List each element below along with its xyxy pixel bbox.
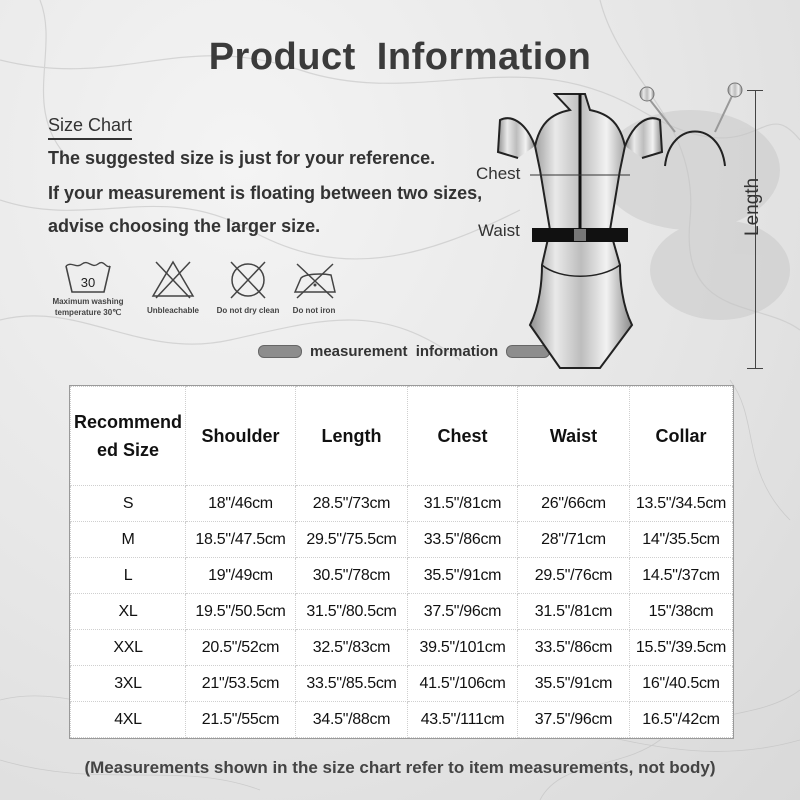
footer-note: (Measurements shown in the size chart refer to item measurements, not body) (84, 758, 716, 777)
column-header: Shoulder (186, 387, 296, 486)
table-cell: 21.5"/55cm (186, 702, 296, 738)
pill-decoration-left (258, 345, 302, 358)
table-cell: 14"/35.5cm (630, 522, 733, 558)
table-row (71, 702, 733, 738)
size-table (70, 386, 733, 738)
table-cell: 15.5"/39.5cm (630, 630, 733, 666)
column-header: Collar (630, 387, 733, 486)
table-cell: 33.5"/86cm (408, 522, 518, 558)
column-header: Recommended Size (71, 387, 186, 486)
care-item-bleach (138, 258, 208, 316)
wash-temperature-text: 30 (80, 275, 96, 290)
table-cell: 31.5"/80.5cm (296, 594, 408, 630)
size-note-line: The suggested size is just for your reference. (48, 148, 436, 168)
bodysuit-icon (498, 94, 662, 368)
table-cell: 14.5"/37cm (630, 558, 733, 594)
table-cell: 33.5"/86cm (518, 630, 630, 666)
care-label: Maximum washing (52, 297, 124, 306)
table-cell: 18"/46cm (186, 486, 296, 522)
table-header-row (71, 387, 733, 486)
table-cell: 35.5"/91cm (408, 558, 518, 594)
care-item-wash (48, 258, 128, 318)
table-cell: 39.5"/101cm (408, 630, 518, 666)
table-cell: 20.5"/52cm (186, 630, 296, 666)
table-cell: 32.5"/83cm (296, 630, 408, 666)
waist-label: Waist (478, 221, 520, 240)
table-cell: 21"/53.5cm (186, 666, 296, 702)
wash-30-icon (64, 258, 112, 296)
table-cell: M (71, 522, 186, 558)
table-cell: 19.5"/50.5cm (186, 594, 296, 630)
size-note-line: If your measurement is floating between two sizes, (48, 183, 483, 203)
care-label: temperature 30℃ (54, 308, 122, 317)
column-header: Waist (518, 387, 630, 486)
table-cell: L (71, 558, 186, 594)
table-cell: 15"/38cm (630, 594, 733, 630)
table-cell: 37.5"/96cm (408, 594, 518, 630)
table-cell: 28"/71cm (518, 522, 630, 558)
table-cell: 3XL (71, 666, 186, 702)
page-title: Product Information (208, 36, 592, 78)
table-row (71, 558, 733, 594)
table-cell: XL (71, 594, 186, 630)
table-row (71, 594, 733, 630)
table-cell: 16.5"/42cm (630, 702, 733, 738)
table-cell: 33.5"/85.5cm (296, 666, 408, 702)
table-row (71, 486, 733, 522)
table-cell: S (71, 486, 186, 522)
table-cell: 16"/40.5cm (630, 666, 733, 702)
care-label: Do not dry clean (216, 306, 280, 315)
table-cell: 29.5"/76cm (518, 558, 630, 594)
table-cell: 35.5"/91cm (518, 666, 630, 702)
table-cell: 4XL (71, 702, 186, 738)
length-label: Length (742, 177, 763, 236)
do-not-dry-clean-icon (225, 258, 271, 300)
table-cell: 43.5"/111cm (408, 702, 518, 738)
size-chart-underline (48, 138, 132, 140)
table-cell: 31.5"/81cm (408, 486, 518, 522)
table-cell: 19"/49cm (186, 558, 296, 594)
table-cell: 29.5"/75.5cm (296, 522, 408, 558)
size-chart-heading: Size Chart (48, 115, 133, 135)
chest-label: Chest (476, 164, 521, 183)
length-indicator-tick (747, 90, 763, 91)
table-cell: 37.5"/96cm (518, 702, 630, 738)
do-not-iron-icon (291, 258, 337, 300)
care-label: Unbleachable (146, 306, 199, 315)
care-item-dry-clean (208, 258, 288, 316)
column-header: Chest (408, 387, 518, 486)
table-cell: 13.5"/34.5cm (630, 486, 733, 522)
table-cell: XXL (71, 630, 186, 666)
care-item-iron (284, 258, 344, 316)
length-indicator-tick (747, 368, 763, 369)
table-cell: 41.5"/106cm (408, 666, 518, 702)
table-cell: 31.5"/81cm (518, 594, 630, 630)
care-label: Do not iron (292, 306, 336, 315)
table-cell: 26"/66cm (518, 486, 630, 522)
size-note-line: advise choosing the larger size. (48, 216, 321, 236)
do-not-bleach-icon (150, 258, 196, 300)
table-row (71, 630, 733, 666)
table-cell: 18.5"/47.5cm (186, 522, 296, 558)
column-header: Length (296, 387, 408, 486)
table-cell: 30.5"/78cm (296, 558, 408, 594)
table-cell: 34.5"/88cm (296, 702, 408, 738)
table-row (71, 522, 733, 558)
measurement-info-label: measurement information (310, 343, 499, 360)
table-cell: 28.5"/73cm (296, 486, 408, 522)
table-row (71, 666, 733, 702)
